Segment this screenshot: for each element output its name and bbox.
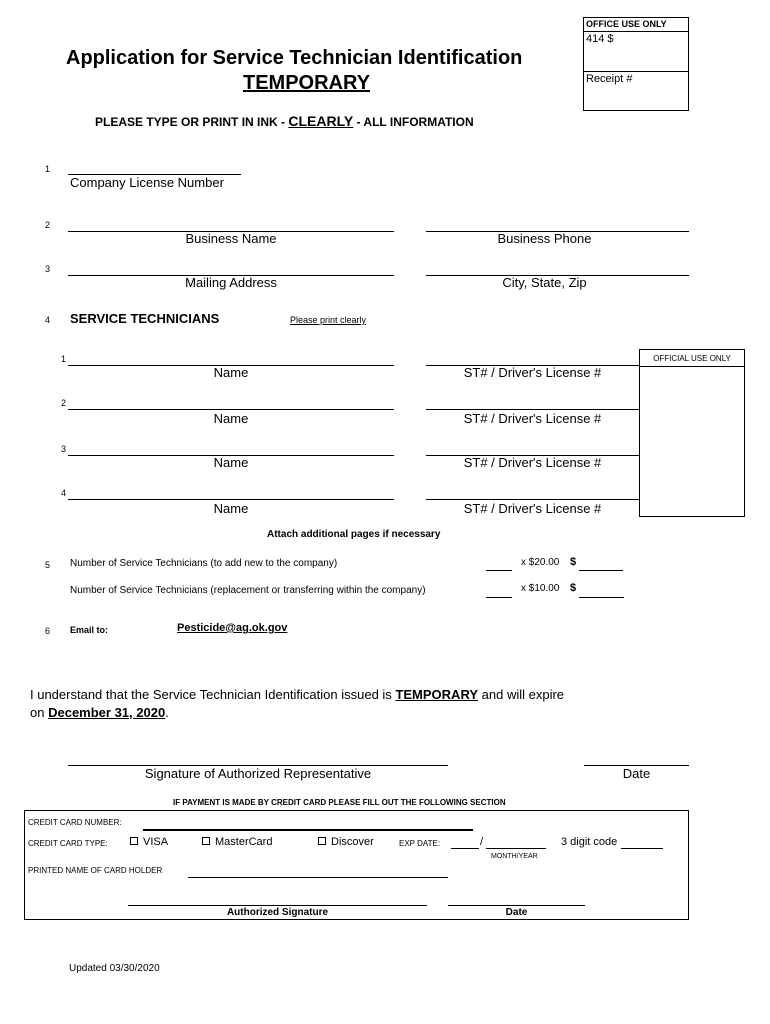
receipt-label: Receipt #	[586, 73, 633, 85]
card-number-input[interactable]	[143, 817, 473, 831]
tech-4-name-label: Name	[213, 501, 249, 516]
company-license-number-label: Company License Number	[70, 175, 224, 190]
tech-3-license-label: ST# / Driver's License #	[463, 455, 602, 470]
visa-checkbox[interactable]	[130, 837, 138, 845]
mastercard-label: MasterCard	[215, 836, 273, 848]
card-signature-date-input[interactable]	[448, 892, 585, 906]
tech-row-1-number: 1	[61, 354, 67, 364]
new-technicians-count-input[interactable]	[486, 557, 512, 571]
business-name-label: Business Name	[185, 231, 277, 246]
exp-year-input[interactable]	[486, 835, 546, 849]
city-state-zip-input[interactable]	[426, 262, 689, 276]
section-1-number: 1	[45, 164, 51, 174]
section-6-number: 6	[45, 626, 51, 636]
month-year-caption: MONTH/YEAR	[491, 853, 538, 860]
form-title: Application for Service Technician Identification	[66, 47, 523, 69]
card-signature-date-label: Date	[505, 907, 528, 918]
tech-2-license-label: ST# / Driver's License #	[463, 411, 602, 426]
email-to-label: Email to:	[70, 625, 109, 635]
instructions-clearly: CLEARLY	[288, 113, 354, 129]
tech-row-4-number: 4	[61, 488, 67, 498]
printed-name-label: PRINTED NAME OF CARD HOLDER	[28, 866, 163, 875]
attach-pages-note: Attach additional pages if necessary	[267, 529, 441, 540]
tech-1-name-input[interactable]	[68, 352, 394, 366]
card-authorized-signature-input[interactable]	[128, 892, 427, 906]
statement-on: on	[30, 705, 45, 720]
section-4-number: 4	[45, 315, 51, 325]
business-phone-input[interactable]	[426, 218, 689, 232]
instructions	[95, 113, 474, 129]
email-address: Pesticide@ag.ok.gov	[177, 622, 288, 634]
card-authorized-signature-label: Authorized Signature	[226, 907, 329, 918]
replacement-technicians-count-input[interactable]	[486, 584, 512, 598]
statement-line-1	[30, 686, 630, 704]
mastercard-checkbox[interactable]	[202, 837, 210, 845]
tech-2-license-input[interactable]	[426, 396, 639, 410]
mailing-address-label: Mailing Address	[185, 275, 277, 290]
exp-date-label: EXP DATE:	[399, 839, 441, 848]
instructions-suffix: - ALL INFORMATION	[356, 115, 474, 129]
new-technicians-dollar: $	[570, 556, 577, 568]
print-clearly-note: Please print clearly	[290, 315, 367, 325]
official-use-header: OFFICIAL USE ONLY	[653, 354, 731, 363]
representative-signature-label: Signature of Authorized Representative	[144, 766, 372, 781]
business-name-input[interactable]	[68, 218, 394, 232]
tech-3-name-label: Name	[213, 455, 249, 470]
office-use-box	[583, 17, 689, 111]
company-license-number-input[interactable]	[68, 161, 241, 175]
signature-date-input[interactable]	[584, 752, 689, 766]
mailing-address-input[interactable]	[68, 262, 394, 276]
statement-period: .	[165, 705, 169, 720]
digit-code-input[interactable]	[621, 835, 663, 849]
card-type-label: CREDIT CARD TYPE:	[28, 839, 108, 848]
tech-3-license-input[interactable]	[426, 442, 639, 456]
office-fee-amount: 414 $	[586, 33, 614, 45]
exp-month-input[interactable]	[451, 835, 479, 849]
card-holder-name-input[interactable]	[188, 864, 448, 878]
statement-line-2	[30, 704, 630, 722]
visa-label: VISA	[143, 836, 169, 848]
tech-1-license-label: ST# / Driver's License #	[463, 365, 602, 380]
exp-date-separator: /	[480, 836, 484, 848]
instructions-prefix: PLEASE TYPE OR PRINT IN INK -	[95, 115, 286, 129]
service-technicians-title: SERVICE TECHNICIANS	[70, 311, 220, 326]
replacement-technicians-total-input[interactable]	[579, 584, 624, 598]
city-state-zip-label: City, State, Zip	[502, 275, 587, 290]
official-use-box	[639, 349, 745, 517]
form-subtitle-temporary: TEMPORARY	[243, 72, 371, 94]
signature-date-label: Date	[622, 766, 651, 781]
discover-label: Discover	[331, 836, 374, 848]
tech-row-3-number: 3	[61, 444, 67, 454]
new-technicians-total-input[interactable]	[579, 557, 623, 571]
replacement-technicians-label: Number of Service Technicians (replacement or transferring within the company)	[70, 585, 426, 596]
credit-card-section	[24, 810, 689, 920]
payment-header: IF PAYMENT IS MADE BY CREDIT CARD PLEASE FILL OUT THE FOLLOWING SECTION	[173, 798, 506, 807]
statement-temporary: TEMPORARY	[395, 687, 479, 702]
tech-1-license-input[interactable]	[426, 352, 639, 366]
new-technicians-rate: x $20.00	[521, 557, 560, 568]
tech-row-2-number: 2	[61, 398, 67, 408]
replacement-technicians-rate: x $10.00	[521, 583, 560, 594]
discover-checkbox[interactable]	[318, 837, 326, 845]
temporary-statement	[30, 686, 630, 722]
section-5-number: 5	[45, 560, 51, 570]
tech-4-license-label: ST# / Driver's License #	[463, 501, 602, 516]
tech-3-name-input[interactable]	[68, 442, 394, 456]
digit-code-label: 3 digit code	[561, 836, 618, 848]
statement-part-2: and will expire	[481, 687, 565, 702]
tech-4-license-input[interactable]	[426, 486, 639, 500]
business-phone-label: Business Phone	[497, 231, 592, 246]
updated-date: Updated 03/30/2020	[69, 963, 160, 974]
tech-4-name-input[interactable]	[68, 486, 394, 500]
replacement-technicians-dollar: $	[570, 582, 577, 594]
office-use-header: OFFICE USE ONLY	[586, 19, 667, 29]
new-technicians-label: Number of Service Technicians (to add new to the company)	[70, 558, 338, 569]
tech-2-name-input[interactable]	[68, 396, 394, 410]
representative-signature-input[interactable]	[68, 752, 448, 766]
section-2-number: 2	[45, 220, 51, 230]
section-3-number: 3	[45, 264, 51, 274]
statement-expiry-date: December 31, 2020	[48, 705, 166, 720]
statement-part-1: I understand that the Service Technician Identification issued is	[30, 687, 392, 702]
tech-2-name-label: Name	[213, 411, 249, 426]
tech-1-name-label: Name	[213, 365, 249, 380]
card-number-label: CREDIT CARD NUMBER:	[28, 818, 122, 827]
